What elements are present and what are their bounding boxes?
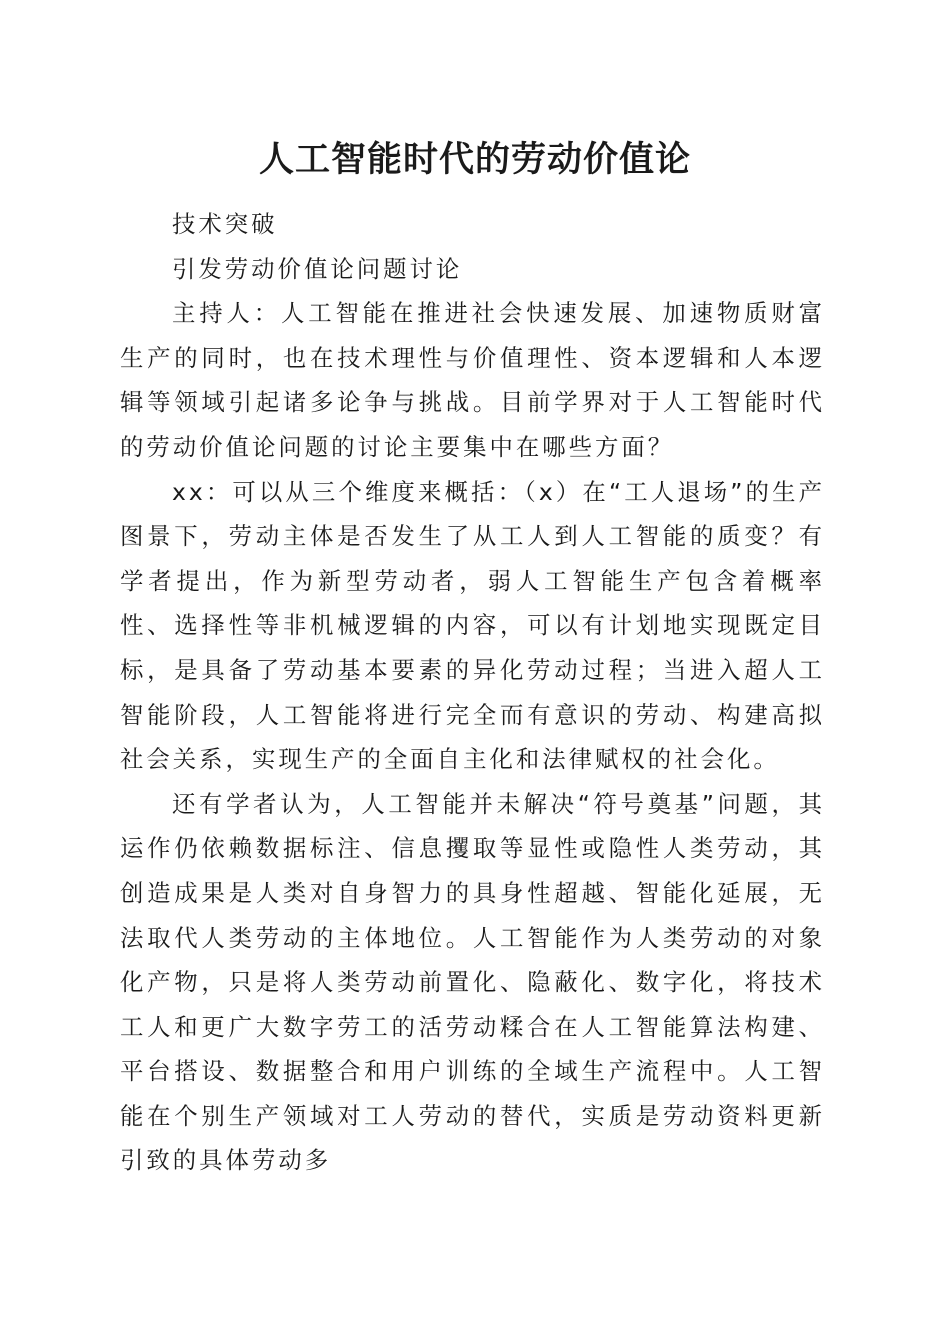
host-question-paragraph: 主持人：人工智能在推进社会快速发展、加速物质财富生产的同时，也在技术理性与价值理性、资本逻辑和人本逻辑等领域引起诸多论争与挑战。目前学界对于人工智能时代的劳动价值论问题的讨论主要集中在哪些方面？ bbox=[120, 299, 825, 461]
subtitle-line-2: 引发劳动价值论问题讨论 bbox=[172, 254, 463, 283]
subtitle-line-1: 技术突破 bbox=[172, 210, 278, 238]
answer-paragraph-2: 还有学者认为，人工智能并未解决“符号奠基”问题，其运作仍依赖数据标注、信息攫取等显性或隐性人类劳动，其创造成果是人类对自身智力的具身性超越、智能化延展，无法取代人类劳动的主体地位。人工智能作为人类劳动的对象化产物，只是将人类劳动前置化、隐蔽化、数字化，将技术工人和更广大数字劳工的活劳动糅合在人工智能算法构建、平台搭设、数据整合和用户训练的全域生产流程中。人工智能在个别生产领域对工人劳动的替代，实质是劳动资料更新引致的具体劳动多 bbox=[120, 789, 825, 1175]
document-title: 人工智能时代的劳动价值论 bbox=[258, 139, 691, 180]
answer-paragraph-1: xx：可以从三个维度来概括：（x）在“工人退场”的生产图景下，劳动主体是否发生了从工人到人工智能的质变？有学者提出，作为新型劳动者，弱人工智能生产包含着概率性、选择性等非机械逻辑的内容，可以有计划地实现既定目标，是具备了劳动基本要素的异化劳动过程；当进入超人工智能阶段，人工智能将进行完全而有意识的劳动、构建高拟社会关系，实现生产的全面自主化和法律赋权的社会化。 bbox=[120, 477, 825, 774]
document-body bbox=[120, 202, 825, 1183]
